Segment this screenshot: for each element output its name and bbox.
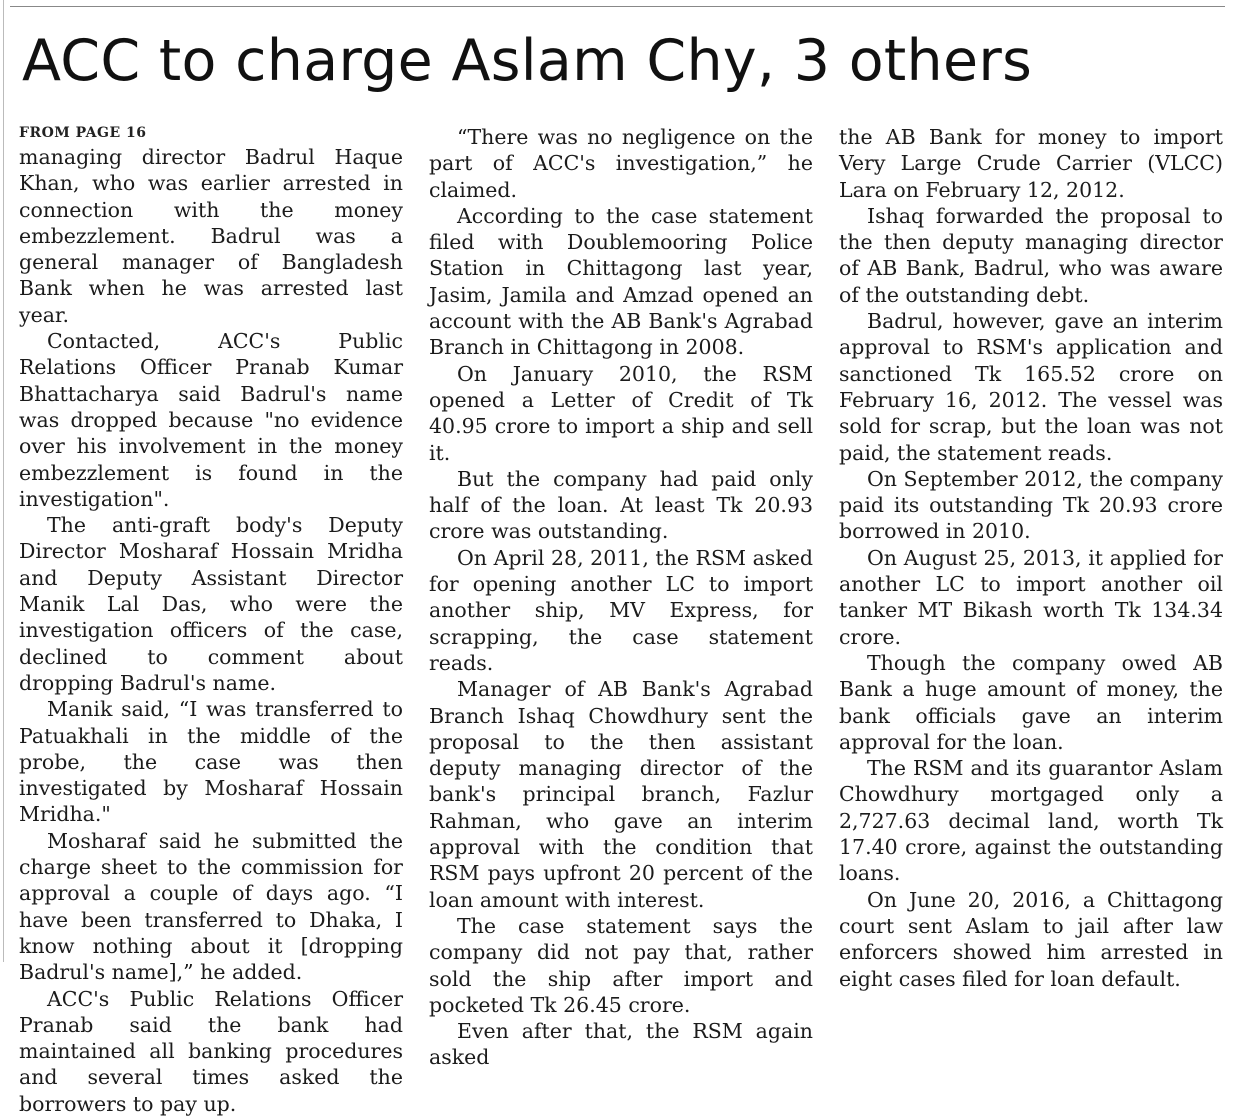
paragraph: managing director Badrul Haque Khan, who was earlier arrested in connection with the money embezzlement. Badrul was a general manager of Bangladesh Bank when he was arrested last year. [19, 145, 403, 327]
top-rule [10, 6, 1225, 7]
paragraph: The anti-graft body's Deputy Director Mosharaf Hossain Mridha and Deputy Assistant Director Manik Lal Das, who were the investigation officers of the case, declined to comment about dropping Badrul's name. [19, 513, 403, 695]
paragraph: Manager of AB Bank's Agrabad Branch Ishaq Chowdhury sent the proposal to the then assistant deputy managing director of the bank's principal branch, Fazlur Rahman, who gave an interim approval with the condition that RSM pays upfront 20 percent of the loan amount with interest. [429, 677, 813, 912]
paragraph: Manik said, “I was transferred to Patuakhali in the middle of the probe, the case was then investigated by Mosharaf Hossain Mridha." [19, 697, 403, 827]
paragraph: Even after that, the RSM again asked [429, 1019, 813, 1070]
headline: ACC to charge Aslam Chy, 3 others [22, 28, 1033, 94]
paragraph: “There was no negligence on the part of ACC's investigation,” he claimed. [429, 125, 813, 202]
article-column-3 [839, 124, 1223, 992]
paragraph: On August 25, 2013, it applied for another LC to import another oil tanker MT Bikash worth Tk 134.34 crore. [839, 545, 1223, 649]
paragraph: Ishaq forwarded the proposal to the then deputy managing director of AB Bank, Badrul, who was aware of the outstanding debt. [839, 203, 1223, 307]
paragraph: ACC's Public Relations Officer Pranab said the bank had maintained all banking procedures and several times asked the borrowers to pay up. [19, 986, 403, 1116]
paragraph: Contacted, ACC's Public Relations Officer Pranab Kumar Bhattacharya said Badrul's name was dropped because "no evidence over his involvement in the money embezzlement is found in the investigation". [19, 329, 403, 511]
continued-from-label: FROM PAGE 16 [19, 125, 147, 141]
paragraph: The RSM and its guarantor Aslam Chowdhury mortgaged only a 2,727.63 decimal land, worth Tk 17.40 crore, against the outstanding loans. [839, 756, 1223, 886]
article-column-2 [429, 124, 813, 1071]
paragraph: the AB Bank for money to import Very Large Crude Carrier (VLCC) Lara on February 12, 2012. [839, 125, 1223, 202]
paragraph: Mosharaf said he submitted the charge sheet to the commission for approval a couple of days ago. “I have been transferred to Dhaka, I know nothing about it [dropping Badrul's name],” he added. [19, 828, 403, 985]
paragraph: According to the case statement filed with Doublemooring Police Station in Chittagong last year, Jasim, Jamila and Amzad opened an account with the AB Bank's Agrabad Branch in Chittagong in 2008. [429, 203, 813, 360]
paragraph: On April 28, 2011, the RSM asked for opening another LC to import another ship, MV Express, for scrapping, the case statement reads. [429, 545, 813, 675]
paragraph: On January 2010, the RSM opened a Letter of Credit of Tk 40.95 crore to import a ship and sell it. [429, 361, 813, 465]
article-column-1 [19, 124, 403, 1117]
paragraph: Though the company owed AB Bank a huge amount of money, the bank officials gave an interim approval for the loan. [839, 650, 1223, 754]
paragraph: But the company had paid only half of the loan. At least Tk 20.93 crore was outstanding. [429, 466, 813, 544]
paragraph: The case statement says the company did not pay that, rather sold the ship after import and pocketed Tk 26.45 crore. [429, 913, 813, 1017]
paragraph: On September 2012, the company paid its outstanding Tk 20.93 crore borrowed in 2010. [839, 466, 1223, 544]
left-edge [3, 0, 4, 962]
paragraph: On June 20, 2016, a Chittagong court sent Aslam to jail after law enforcers showed him arrested in eight cases filed for loan default. [839, 887, 1223, 991]
paragraph: Badrul, however, gave an interim approval to RSM's application and sanctioned Tk 165.52 crore on February 16, 2012. The vessel was sold for scrap, but the loan was not paid, the statement reads. [839, 309, 1223, 465]
